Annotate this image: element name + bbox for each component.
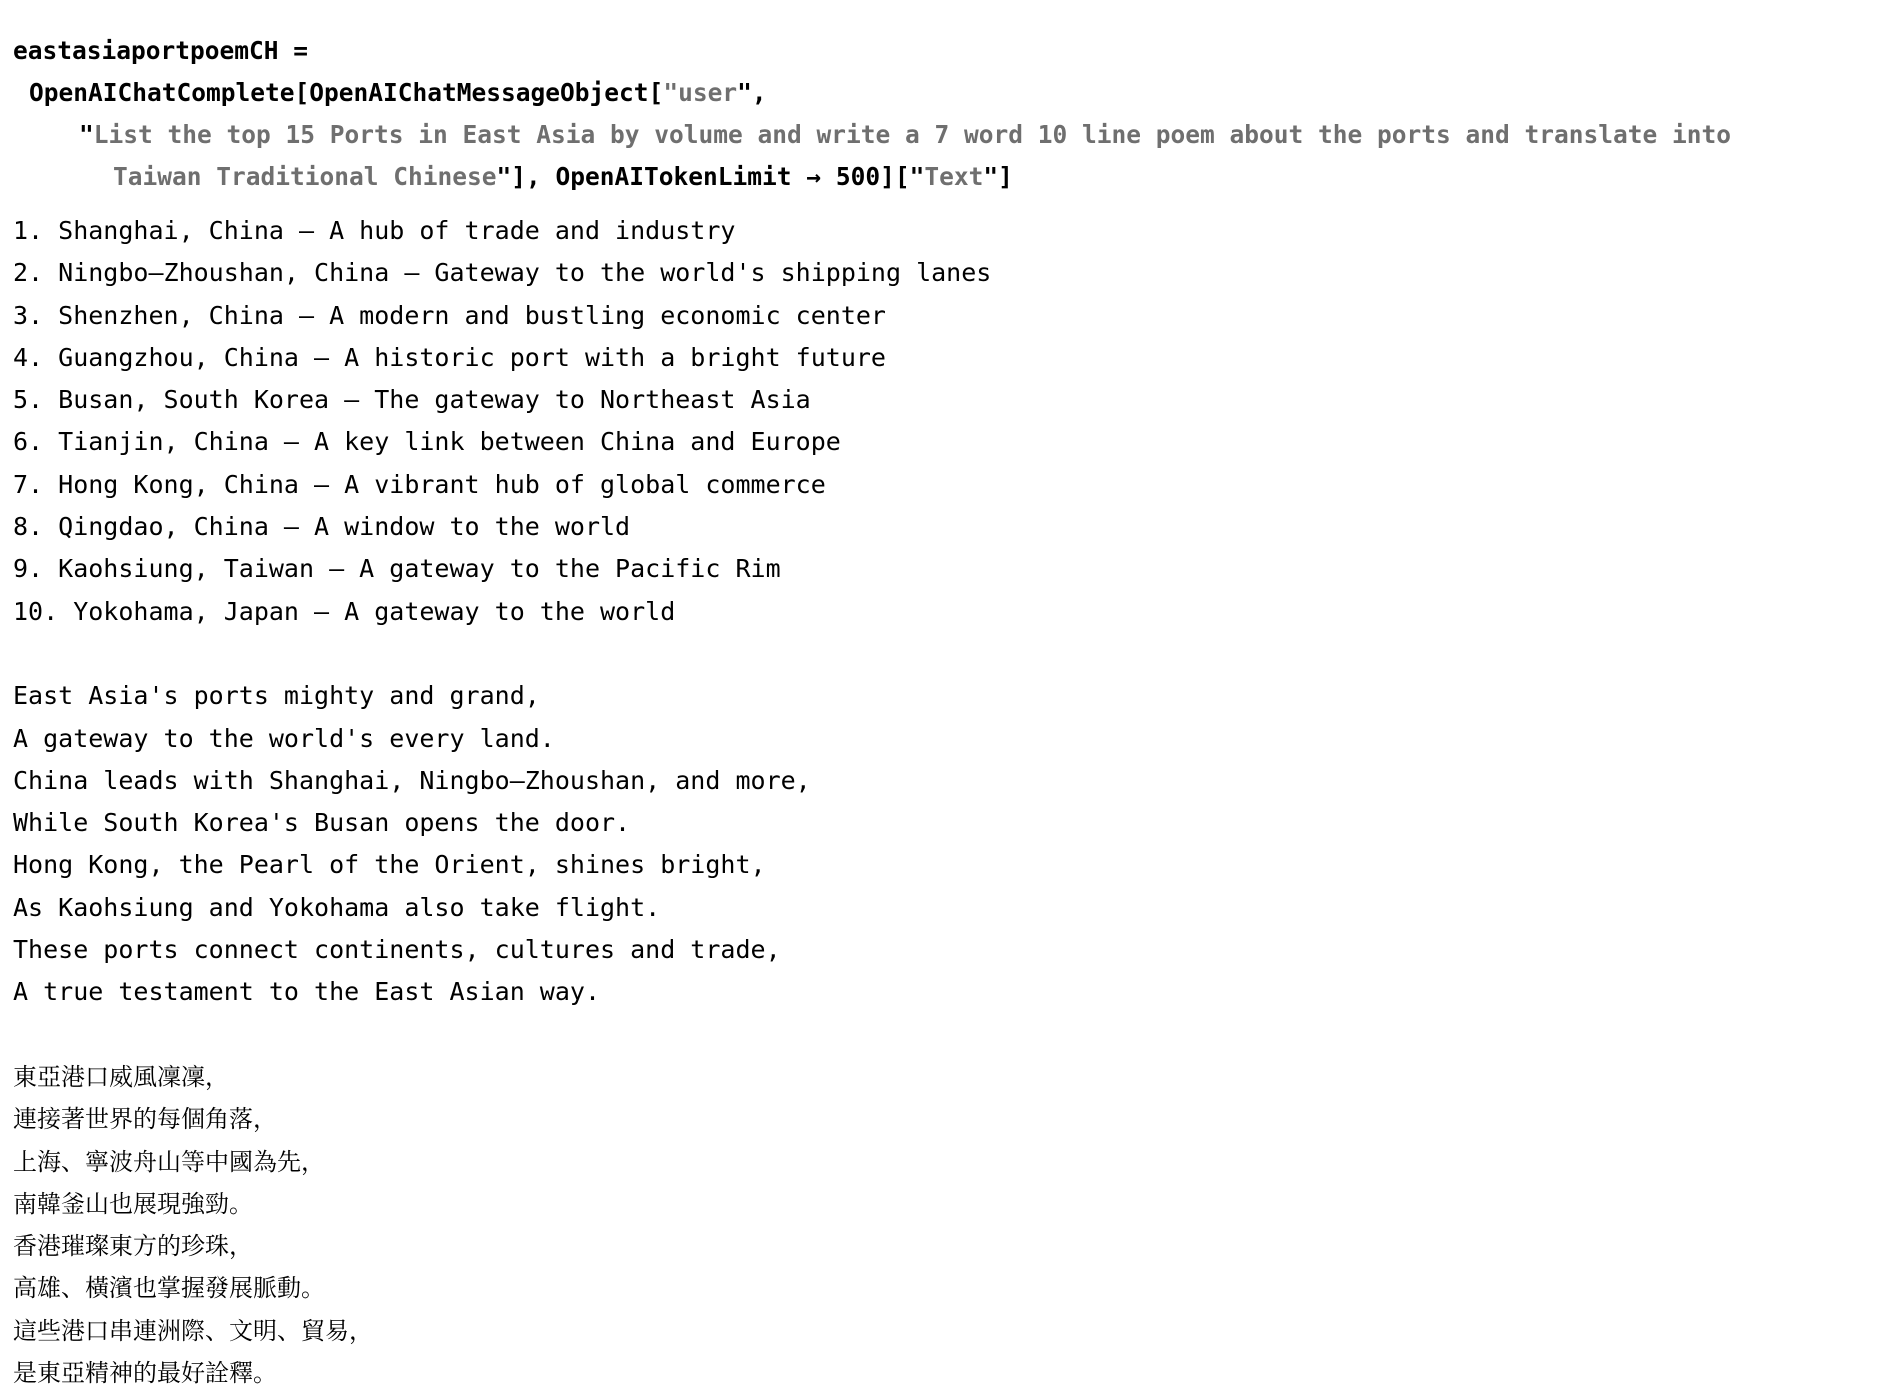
quote: ": [79, 120, 94, 149]
output-cell[interactable]: [13, 210, 1873, 1394]
poem-line: As Kaohsiung and Yokohama also take flight.: [13, 892, 661, 922]
quote-close: "],: [496, 162, 556, 191]
part-open: ][": [880, 162, 925, 191]
poem-line: A gateway to the world's every land.: [13, 723, 555, 753]
poem-line-chinese: 上海、寧波舟山等中國為先，: [13, 1147, 325, 1176]
list-item: 7. Hong Kong, China – A vibrant hub of global commerce: [13, 469, 826, 499]
token-limit-value: 500: [835, 162, 881, 191]
role-string: user: [678, 78, 738, 107]
token-limit-option: OpenAITokenLimit: [555, 162, 792, 191]
input-line-4: [13, 156, 1873, 198]
notebook: [13, 30, 1873, 1394]
list-item: 10. Yokohama, Japan – A gateway to the world: [13, 596, 676, 626]
poem-line-chinese: 高雄、橫濱也掌握發展脈動。: [13, 1274, 325, 1303]
poem-line: China leads with Shanghai, Ningbo–Zhoushan, and more,: [13, 765, 811, 795]
bracket: [: [648, 78, 664, 107]
list-item: 5. Busan, South Korea – The gateway to Northeast Asia: [13, 385, 811, 415]
part-key: Text: [924, 162, 984, 191]
poem-english: [13, 675, 1873, 1013]
poem-line-chinese: 是東亞精神的最好詮釋。: [13, 1359, 277, 1388]
list-item: 4. Guangzhou, China – A historic port with a bright future: [13, 342, 886, 372]
poem-line-chinese: 香港璀璨東方的珍珠，: [13, 1232, 253, 1261]
poem-line-chinese: 這些港口串連洲際、文明、貿易，: [13, 1316, 373, 1345]
list-item: 6. Tianjin, China – A key link between China and Europe: [13, 427, 841, 457]
poem-line-chinese: 東亞港口威風凜凜，: [13, 1062, 229, 1091]
rule-arrow: →: [791, 162, 836, 191]
poem-line: These ports connect continents, cultures and trade,: [13, 935, 781, 965]
input-line-2: [13, 72, 1873, 114]
list-item: 3. Shenzhen, China – A modern and bustling economic center: [13, 300, 886, 330]
bracket: [: [294, 78, 310, 107]
poem-line-chinese: 南韓釜山也展現強勁。: [13, 1189, 253, 1218]
variable-name: eastasiaportpoemCH: [13, 36, 279, 65]
poem-line: While South Korea's Busan opens the door.: [13, 808, 631, 838]
ports-list: [13, 210, 1873, 633]
prompt-string-part1: List the top 15 Ports in East Asia by volume and write a 7 word 10 line poem about the ports and translate into: [93, 120, 1732, 149]
list-item: 2. Ningbo–Zhoushan, China – Gateway to the world's shipping lanes: [13, 258, 992, 288]
poem-line-chinese: 連接著世界的每個角落，: [13, 1105, 277, 1134]
poem-line: East Asia's ports mighty and grand,: [13, 681, 540, 711]
part-close: "]: [983, 162, 1013, 191]
assign-operator: =: [278, 36, 309, 65]
input-line-3: [13, 114, 1873, 156]
input-line-1: [13, 30, 1873, 72]
blank-line: [13, 1014, 1873, 1056]
function-message-object: OpenAIChatMessageObject: [309, 78, 649, 107]
poem-line: Hong Kong, the Pearl of the Orient, shines bright,: [13, 850, 766, 880]
blank-line: [13, 633, 1873, 675]
poem-chinese: [13, 1056, 1873, 1394]
function-chat-complete: OpenAIChatComplete: [29, 78, 295, 107]
poem-line: A true testament to the East Asian way.: [13, 977, 600, 1007]
quote: ": [663, 78, 679, 107]
list-item: 1. Shanghai, China – A hub of trade and industry: [13, 216, 736, 245]
quote-comma: ",: [737, 78, 767, 107]
list-item: 9. Kaohsiung, Taiwan – A gateway to the Pacific Rim: [13, 554, 781, 584]
list-item: 8. Qingdao, China – A window to the world: [13, 512, 631, 542]
input-cell[interactable]: [13, 30, 1873, 198]
prompt-string-part2: Taiwan Traditional Chinese: [113, 162, 497, 191]
